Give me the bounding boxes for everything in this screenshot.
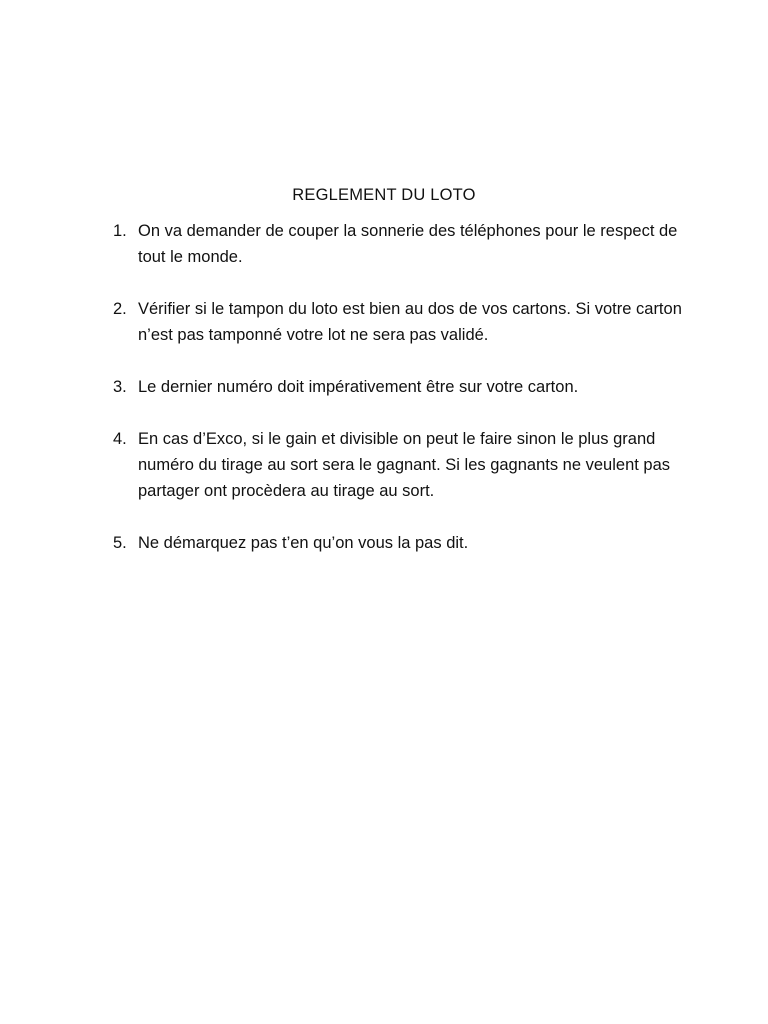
rule-text: On va demander de couper la sonnerie des téléphones pour le respect de tout le monde. [138, 222, 678, 266]
rule-text: Le dernier numéro doit impérativement être sur votre carton. [138, 378, 579, 396]
rule-number: 3. [113, 378, 127, 396]
document-title: REGLEMENT DU LOTO [292, 186, 476, 204]
rule-text: En cas d’Exco, si le gain et divisible on peut le faire sinon le plus grand numéro du tirage au sort sera le gagnant. Si les gagnants ne veulent pas partager ont procèdera au tirage au sort. [138, 430, 671, 500]
rule-item-3 [113, 374, 693, 400]
rule-text: Vérifier si le tampon du loto est bien au dos de vos cartons. Si votre carton n’est pas tamponné votre lot ne sera pas validé. [138, 300, 682, 344]
rule-number: 4. [113, 430, 127, 448]
rule-text: Ne démarquez pas t’en qu’on vous la pas dit. [138, 534, 469, 552]
rule-number: 2. [113, 300, 127, 318]
rule-item-5 [113, 530, 693, 556]
rule-item-1 [113, 218, 693, 270]
rule-item-2 [113, 296, 693, 348]
rule-number: 1. [113, 222, 127, 240]
rules-list [113, 218, 693, 582]
rule-item-4 [113, 426, 693, 504]
rule-number: 5. [113, 534, 127, 552]
